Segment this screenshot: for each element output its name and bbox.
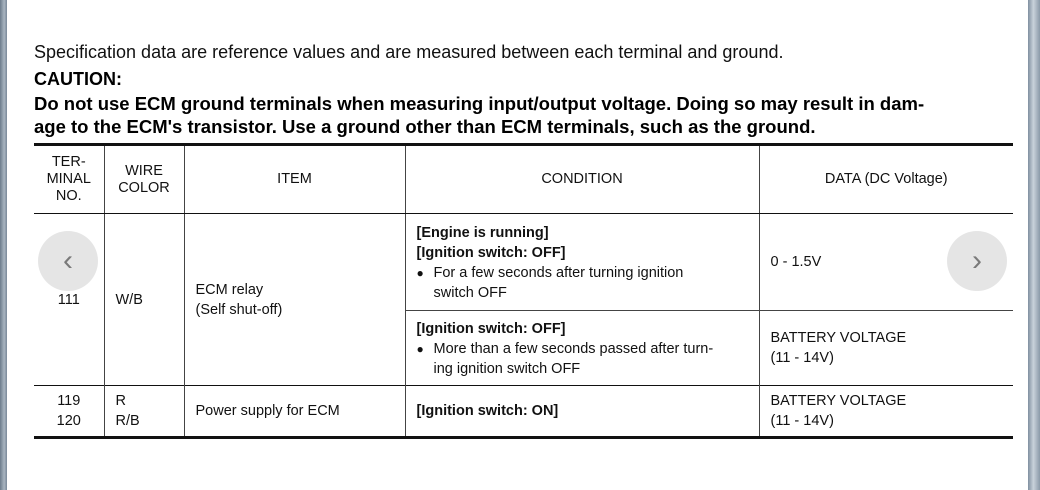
condition-bullet: ● For a few seconds after turning ignition switch OFF — [416, 265, 684, 301]
data-cell: BATTERY VOLTAGE (11 - 14V) — [759, 311, 1013, 386]
window-frame-right — [1028, 0, 1040, 490]
condition-ignition-off: [Ignition switch: OFF] — [416, 245, 566, 261]
header-item: ITEM — [184, 145, 405, 214]
condition-engine-running: [Engine is running] — [416, 225, 549, 241]
data-cell: BATTERY VOLTAGE (11 - 14V) — [759, 386, 1013, 438]
condition-cell: [Ignition switch: ON] — [405, 386, 759, 438]
header-data: DATA (DC Voltage) — [759, 145, 1013, 214]
terminal-spec-table — [34, 143, 1013, 439]
previous-page-button[interactable] — [38, 231, 98, 291]
window-frame-left — [0, 0, 7, 490]
condition-cell — [405, 214, 759, 311]
condition-cell — [405, 311, 759, 386]
terminal-cell: 119 120 — [34, 386, 104, 438]
condition-bullet: ● More than a few seconds passed after turn- ing ignition switch OFF — [416, 341, 714, 377]
wire-color-cell: W/B — [104, 214, 184, 386]
table-row — [34, 214, 1013, 311]
item-cell: ECM relay (Self shut-off) — [184, 214, 405, 386]
document-page — [7, 0, 1028, 490]
bullet-icon: ● — [416, 342, 424, 356]
header-condition: CONDITION — [405, 145, 759, 214]
header-terminal: TER- MINAL NO. — [34, 145, 104, 214]
intro-text: Specification data are reference values and are measured between each terminal and ground. — [34, 42, 784, 62]
caution-line-1: Do not use ECM ground terminals when measuring input/output voltage. Doing so may result in dam- — [34, 93, 925, 114]
table-header-row — [34, 145, 1013, 214]
caution-title: CAUTION: — [34, 69, 122, 89]
chevron-right-icon: › — [972, 244, 982, 277]
caution-text — [34, 92, 1016, 138]
data-cell: 0 - 1.5V — [759, 214, 1013, 311]
condition-ignition-off: [Ignition switch: OFF] — [416, 321, 566, 337]
terminal-cell: 111 — [34, 214, 104, 386]
next-page-button[interactable] — [947, 231, 1007, 291]
header-wire-color: WIRE COLOR — [104, 145, 184, 214]
wire-color-cell: R R/B — [104, 386, 184, 438]
item-cell: Power supply for ECM — [184, 386, 405, 438]
table-row — [34, 386, 1013, 438]
caution-line-2: age to the ECM's transistor. Use a ground other than ECM terminals, such as the ground. — [34, 116, 816, 137]
chevron-left-icon: ‹ — [63, 244, 73, 277]
bullet-icon: ● — [416, 266, 424, 280]
